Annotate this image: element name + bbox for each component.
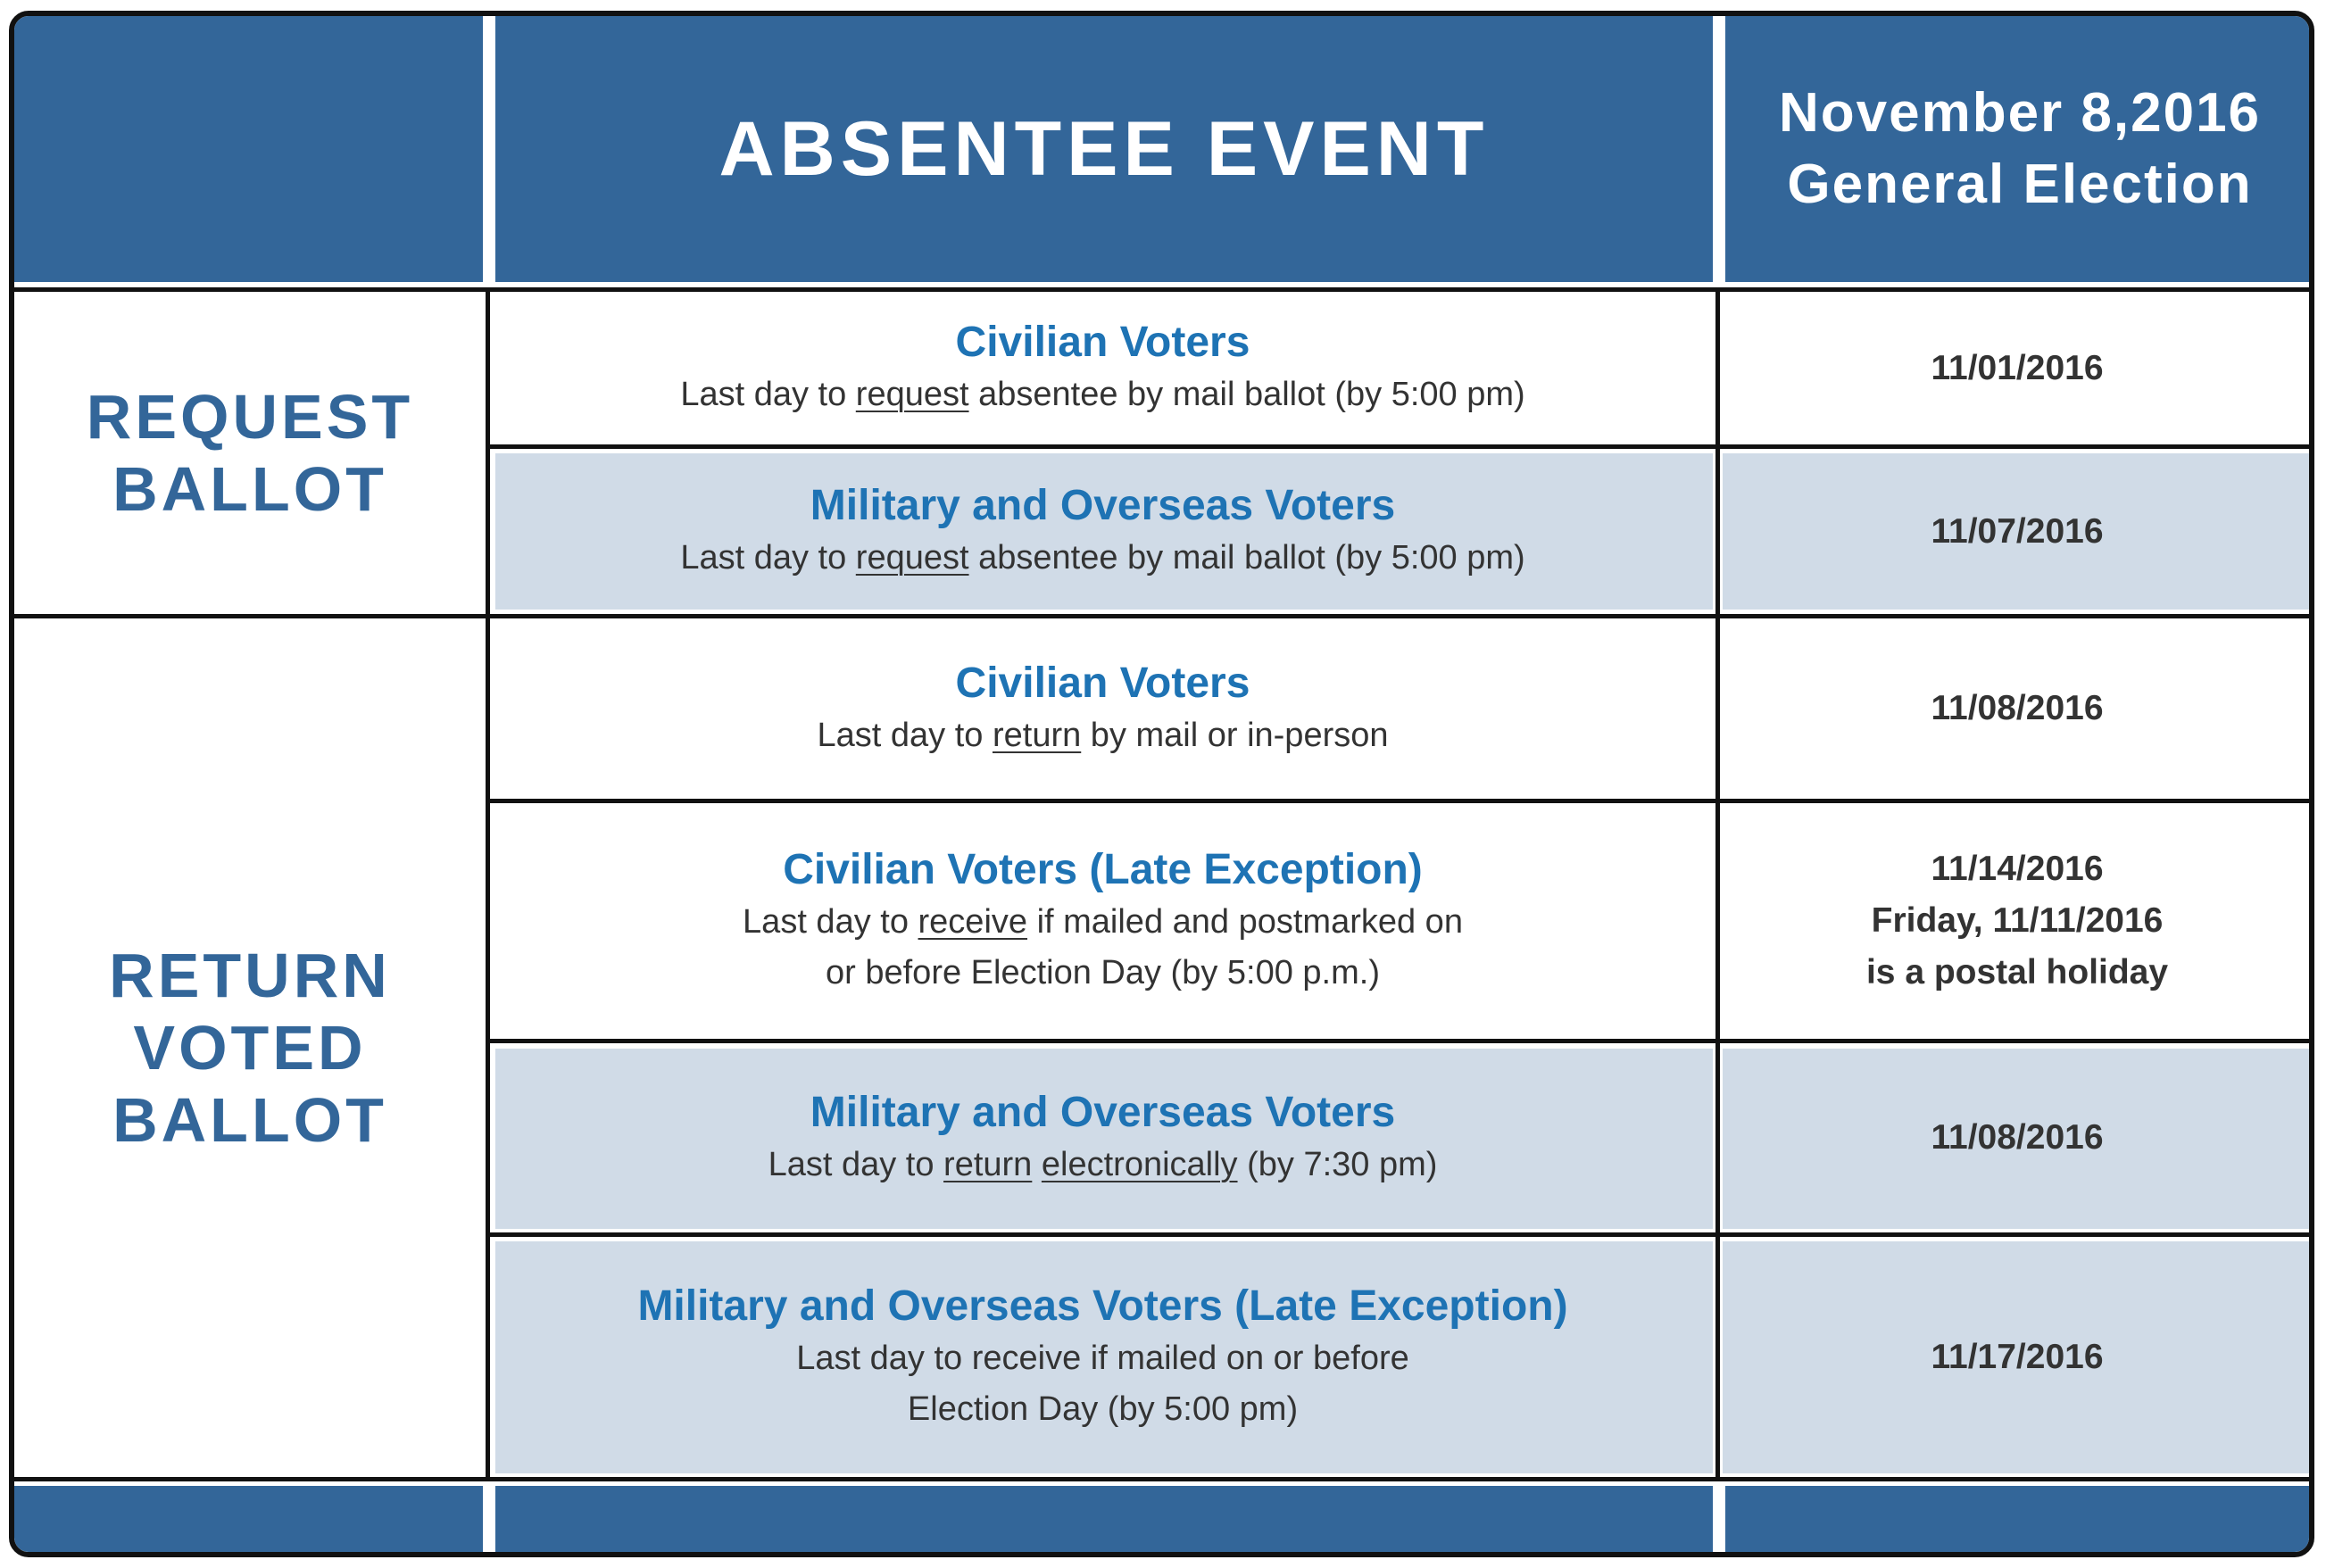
event-cell [490,618,1715,799]
event-title: Military and Overseas Voters (Late Exception) [637,1282,1568,1330]
deadline-date: is a postal holiday [1865,953,2169,991]
footer-bar-right [1725,1486,2314,1552]
event-description [826,948,1380,999]
description-text: by mail or in-person [1081,716,1389,754]
description-text: Last day to [817,716,993,754]
deadline-date: 11/01/2016 [1931,348,2104,387]
category-label: REQUEST [86,381,414,452]
emphasized-word: return [992,716,1082,754]
footer-bar-left [14,1486,483,1552]
event-description [908,1384,1298,1435]
description-text: Last day to receive if mailed on or before [796,1339,1409,1377]
emphasized-word: electronically [1041,1145,1238,1183]
event-title: Military and Overseas Voters [810,1088,1396,1136]
event-description [818,710,1389,761]
description-text [1032,1146,1042,1183]
description-text: absentee by mail ballot (by 5:00 pm) [968,376,1525,413]
event-title: Military and Overseas Voters [810,482,1396,529]
deadline-date: Friday, 11/11/2016 [1871,901,2164,940]
date-cell [1720,1043,2314,1232]
event-description [796,1333,1409,1384]
emphasized-word: receive [918,903,1028,941]
description-text: Last day to [680,539,856,577]
description-text: or before Election Day (by 5:00 p.m.) [826,954,1380,991]
description-text: Election Day (by 5:00 pm) [907,1390,1299,1428]
category-label: BALLOT [112,1084,387,1155]
event-cell [490,1043,1715,1232]
event-title: Civilian Voters (Late Exception) [783,846,1423,893]
category-label: VOTED [133,1012,367,1083]
description-text: Last day to [680,376,856,413]
event-cell [490,449,1715,614]
category-label: RETURN [109,940,391,1010]
date-cell [1720,449,2314,614]
deadline-date: 11/07/2016 [1931,511,2104,551]
event-description [768,1140,1438,1191]
header-election-date [1725,16,2314,282]
category-return-voted-ballot [14,618,486,1477]
date-cell [1720,1237,2314,1477]
deadline-date: 11/17/2016 [1931,1337,2104,1376]
date-cell [1720,803,2314,1039]
deadline-date: 11/08/2016 [1931,1118,2104,1157]
event-title: Civilian Voters [955,319,1250,366]
emphasized-word: request [855,376,969,413]
description-text: absentee by mail ballot (by 5:00 pm) [968,539,1525,577]
event-description [680,533,1524,584]
deadline-date: 11/08/2016 [1931,689,2104,727]
date-cell [1720,618,2314,799]
description-text: Last day to [743,903,918,941]
event-cell [490,1237,1715,1477]
event-cell [490,803,1715,1039]
category-request-ballot [14,292,486,614]
event-description [743,897,1463,948]
event-title: Civilian Voters [955,659,1250,707]
header-title: ABSENTEE EVENT [495,16,1713,282]
description-text: Last day to [768,1145,944,1183]
deadline-date: 11/14/2016 [1931,850,2104,888]
description-text: (by 7:30 pm) [1237,1145,1438,1183]
header-cell-empty [14,16,483,282]
category-label: BALLOT [112,453,387,524]
date-cell [1720,292,2314,444]
header-date-line1: November 8,2016 [1778,82,2262,144]
event-cell [490,292,1715,444]
grid-line [14,1477,2314,1481]
event-description [680,369,1524,420]
emphasized-word: return [943,1145,1033,1183]
absentee-schedule-table [9,11,2314,1557]
header-date-line2: General Election [1787,153,2253,215]
footer-bar-center [495,1486,1713,1552]
description-text: if mailed and postmarked on [1027,903,1463,941]
emphasized-word: request [855,539,969,577]
